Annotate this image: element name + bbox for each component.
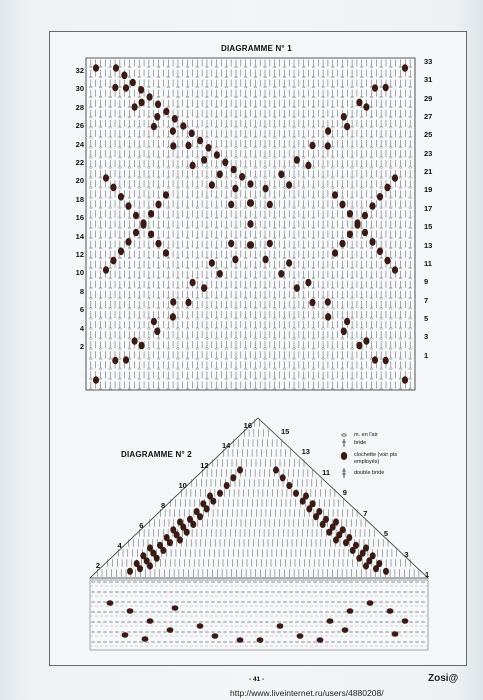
clochette-bell — [93, 376, 99, 384]
clochette-bell — [286, 259, 292, 267]
clochette-bell — [247, 241, 253, 249]
clochette-bell — [237, 637, 244, 643]
clochette-bell — [118, 248, 124, 256]
clochette-bell — [209, 259, 215, 267]
row-number: 6 — [79, 305, 84, 315]
clochette-bell — [132, 103, 138, 111]
clochette-bell — [294, 284, 300, 292]
clochette-bell — [231, 166, 237, 174]
clochette-bell — [310, 500, 316, 507]
clochette-bell — [369, 202, 375, 210]
clochette-bell — [263, 256, 269, 264]
clochette-bell — [232, 185, 238, 193]
clochette-bell — [257, 637, 264, 643]
clochette-bell — [377, 193, 383, 201]
clochette-bell — [185, 299, 191, 307]
clochette-bell — [332, 249, 338, 257]
clochette-bell — [151, 123, 157, 131]
clochette-bell — [164, 534, 170, 541]
clochette-bell — [273, 466, 279, 473]
clochette-bell — [170, 142, 176, 150]
clochette-bell — [232, 256, 238, 264]
row-number: 10 — [178, 481, 187, 490]
clochette-bell — [363, 337, 369, 345]
clochette-bell — [217, 171, 223, 179]
clochette-bell — [323, 516, 329, 523]
clochette-bell — [344, 123, 350, 131]
page-number: - 41 - — [249, 676, 265, 683]
clochette-bell — [228, 240, 234, 248]
row-number: 33 — [424, 57, 433, 66]
row-number: 31 — [424, 75, 433, 85]
clochette-bell — [157, 542, 163, 549]
clochette-bell — [118, 193, 124, 201]
clochette-bell — [372, 84, 378, 92]
clochette-bell — [172, 115, 178, 123]
clochette-bell — [194, 508, 200, 515]
clochette-bell — [190, 162, 196, 170]
clochette-bell — [369, 238, 375, 246]
clochette-bell — [185, 142, 191, 150]
row-number: 27 — [424, 112, 433, 122]
clochette-bell — [325, 313, 331, 321]
clochette-bell — [347, 608, 354, 614]
clochette-bell — [167, 627, 174, 633]
row-number: 5 — [383, 529, 389, 539]
clochette-bell — [139, 99, 145, 107]
clochette-bell — [163, 249, 169, 257]
clochette-bell — [139, 342, 145, 350]
clochette-bell — [125, 238, 131, 246]
clochette-bell — [278, 270, 284, 278]
row-number: 28 — [75, 102, 84, 112]
clochette-bell — [384, 257, 390, 265]
clochette-bell — [140, 219, 146, 227]
row-number: 2 — [95, 561, 100, 570]
row-number: 5 — [424, 313, 429, 323]
clochette-bell — [280, 474, 286, 481]
clochette-bell — [309, 299, 315, 307]
row-number: 14 — [221, 441, 231, 450]
row-number: 30 — [75, 84, 84, 94]
clochette-bell — [362, 212, 368, 220]
clochette-bell — [267, 201, 273, 209]
clochette-bell — [189, 130, 195, 138]
clochette-bell — [356, 99, 362, 107]
clochette-bell — [138, 86, 144, 94]
row-number: 15 — [424, 222, 433, 232]
clochette-bell — [362, 229, 368, 237]
clochette-bell — [344, 318, 350, 326]
row-number: 19 — [424, 185, 433, 195]
clochette-bell — [372, 356, 378, 364]
clochette-bell — [402, 376, 408, 384]
row-number: 11 — [424, 258, 432, 268]
clochette-bell — [325, 142, 331, 150]
clochette-bell — [363, 103, 369, 111]
clochette-bell — [230, 474, 236, 481]
clochette-bell — [107, 600, 114, 606]
clochette-bell — [384, 184, 390, 192]
row-number: 1 — [424, 350, 429, 360]
row-number: 4 — [117, 541, 122, 550]
clochette-bell — [163, 191, 169, 199]
clochette-bell — [125, 202, 131, 210]
diagram-1-title: DIAGRAMME N° 1 — [221, 44, 292, 53]
clochette-bell — [151, 318, 157, 326]
row-number: 24 — [75, 139, 84, 149]
row-number: 3 — [404, 549, 409, 559]
clochette-bell — [132, 337, 138, 345]
clochette-bell — [228, 201, 234, 209]
clochette-bell — [341, 113, 347, 121]
clochette-bell — [317, 637, 324, 643]
clochette-bell — [155, 240, 161, 248]
clochette-bell — [197, 623, 204, 629]
bell-stitch-icon — [341, 452, 347, 460]
clochette-bell — [222, 159, 228, 167]
clochette-bell — [247, 180, 253, 188]
row-number: 32 — [75, 66, 84, 75]
clochette-bell — [247, 220, 253, 228]
row-number: 2 — [79, 342, 84, 351]
clochette-bell — [392, 266, 398, 274]
clochette-bell — [263, 185, 269, 193]
clochette-bell — [148, 210, 154, 218]
clochette-bell — [367, 600, 374, 606]
clochette-bell — [402, 64, 408, 72]
clochette-bell — [277, 623, 284, 629]
clochette-bell — [170, 127, 176, 135]
clochette-bell — [303, 492, 309, 499]
row-number: 13 — [424, 240, 433, 250]
clochette-bell — [383, 568, 389, 575]
clochette-bell — [341, 328, 347, 336]
row-number: 25 — [424, 130, 433, 140]
row-number: 12 — [75, 250, 84, 259]
clochette-bell — [214, 151, 220, 159]
clochette-bell — [383, 84, 389, 92]
clochette-bell — [293, 490, 299, 497]
clochette-bell — [155, 201, 161, 209]
row-number: 12 — [200, 461, 209, 470]
clochette-bell — [354, 219, 360, 227]
row-number: 16 — [243, 421, 252, 430]
clochette-bell — [347, 231, 353, 239]
clochette-bell — [148, 231, 154, 239]
clochette-bell — [339, 240, 345, 248]
clochette-bell — [239, 173, 245, 181]
clochette-bell — [392, 631, 399, 637]
row-number: 18 — [75, 194, 84, 204]
clochette-bell — [121, 72, 127, 80]
clochette-bell — [112, 84, 118, 92]
clochette-bell — [237, 466, 243, 473]
clochette-bell — [294, 156, 300, 164]
clochette-bell — [387, 608, 394, 614]
clochette-bell — [217, 490, 223, 497]
clochette-bell — [346, 534, 352, 541]
row-number: 10 — [75, 268, 84, 278]
clochette-bell — [112, 357, 118, 365]
legend-bell-label: clochette (voir pts employés) — [354, 452, 398, 465]
diagram-2-title: DIAGRAMME N° 2 — [121, 450, 192, 459]
row-number: 7 — [424, 295, 429, 305]
clochette-bell — [154, 328, 160, 336]
clochette-bell — [376, 560, 382, 567]
row-number: 11 — [322, 467, 331, 477]
clochette-bell — [113, 64, 119, 72]
clochette-bell — [383, 357, 389, 365]
clochette-bell — [163, 108, 169, 116]
row-number: 29 — [424, 93, 433, 103]
row-number: 21 — [424, 167, 433, 177]
row-number: 20 — [75, 176, 84, 186]
clochette-bell — [197, 137, 203, 145]
clochette-bell — [93, 64, 99, 72]
clochette-bell — [190, 279, 196, 287]
clochette-bell — [103, 266, 109, 274]
clochette-bell — [180, 122, 186, 130]
clochette-bell — [333, 518, 339, 525]
clochette-bell — [140, 552, 146, 559]
clochette-bell — [356, 342, 362, 350]
clochette-bell — [207, 492, 213, 499]
clochette-bell — [147, 544, 153, 551]
row-number: 14 — [75, 231, 84, 241]
clochette-bell — [110, 184, 116, 192]
chain-stitch-icon — [342, 434, 346, 436]
clochette-bell — [305, 162, 311, 170]
row-number: 13 — [301, 447, 310, 457]
row-number: 26 — [75, 121, 84, 131]
clochette-bell — [201, 284, 207, 292]
uploader-signature: Zosi@ — [428, 673, 459, 684]
row-number: 22 — [75, 158, 84, 167]
clochette-bell — [147, 618, 154, 624]
clochette-bell — [224, 482, 230, 489]
clochette-bell — [286, 181, 292, 189]
clochette-bell — [278, 171, 284, 179]
clochette-bell — [247, 199, 253, 207]
clochette-bell — [353, 542, 359, 549]
clochette-bell — [127, 568, 133, 575]
clochette-bell — [205, 144, 211, 152]
clochette-bell — [325, 127, 331, 135]
clochette-bell — [123, 356, 129, 364]
clochette-bell — [154, 113, 160, 121]
clochette-bell — [134, 560, 140, 567]
clochette-bell — [286, 482, 292, 489]
clochette-bell — [377, 248, 383, 256]
row-number: 16 — [75, 213, 84, 223]
clochette-bell — [155, 101, 161, 109]
clochette-bell — [133, 212, 139, 220]
row-number: 8 — [79, 286, 84, 296]
clochette-bell — [363, 544, 369, 551]
row-number: 15 — [281, 427, 290, 436]
clochette-bell — [339, 201, 345, 209]
clochette-bell — [347, 210, 353, 218]
row-number: 23 — [424, 148, 433, 158]
legend-dc-label: bride — [354, 440, 367, 446]
clochette-bell — [325, 298, 331, 306]
row-number: 1 — [425, 570, 430, 579]
row-number: 3 — [424, 332, 429, 342]
clochette-bell — [177, 518, 183, 525]
row-number: 9 — [424, 277, 429, 287]
row-number: 6 — [139, 521, 144, 530]
clochette-bell — [172, 605, 179, 611]
clochette-bell — [200, 500, 206, 507]
clochette-bell — [305, 279, 311, 287]
row-number: 17 — [424, 203, 433, 213]
legend-tr-label: double bride — [354, 470, 385, 476]
clochette-bell — [147, 93, 153, 101]
clochette-bell — [170, 313, 176, 321]
clochette-bell — [267, 240, 273, 248]
clochette-bell — [123, 84, 129, 92]
clochette-bell — [110, 257, 116, 265]
row-number: 7 — [363, 508, 368, 518]
clochette-bell — [370, 552, 376, 559]
clochette-bell — [133, 229, 139, 237]
clochette-bell — [327, 618, 334, 624]
clochette-bell — [170, 298, 176, 306]
clochette-bell — [201, 156, 207, 164]
clochette-bell — [402, 618, 409, 624]
clochette-bell — [332, 191, 338, 199]
clochette-bell — [170, 526, 176, 533]
clochette-bell — [142, 636, 149, 642]
row-number: 8 — [160, 501, 166, 510]
row-number: 4 — [79, 323, 84, 333]
legend-chain-label: m. en l'air — [354, 432, 378, 438]
clochette-bell — [309, 142, 315, 150]
clochette-bell — [103, 174, 109, 182]
clochette-bell — [340, 526, 346, 533]
clochette-bell — [217, 270, 223, 278]
clochette-bell — [127, 608, 134, 614]
clochette-bell — [209, 181, 215, 189]
clochette-bell — [122, 632, 129, 638]
clochette-bell — [212, 633, 219, 639]
clochette-bell — [130, 79, 136, 87]
clochette-bell — [392, 174, 398, 182]
source-url: http://www.liveinternet.ru/users/4880208/ — [230, 688, 384, 698]
clochette-bell — [342, 627, 349, 633]
clochette-bell — [187, 516, 193, 523]
clochette-bell — [316, 508, 322, 515]
row-number: 9 — [342, 488, 347, 498]
clochette-bell — [297, 633, 304, 639]
